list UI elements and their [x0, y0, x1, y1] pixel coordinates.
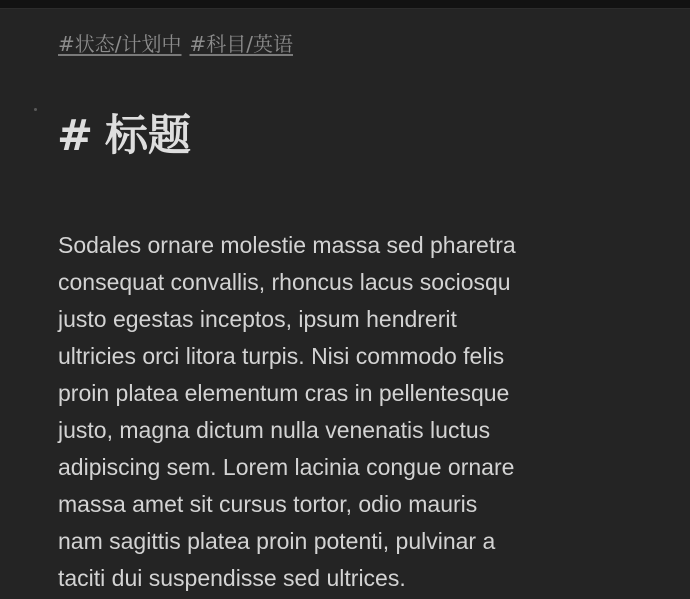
paragraph-line: taciti dui suspendisse sed ultrices. [58, 565, 406, 591]
tag-list [58, 31, 293, 57]
paragraph-line: proin platea elementum cras in pellentesque [58, 380, 510, 406]
paragraph-line: nam sagittis platea proin potenti, pulvinar a [58, 528, 496, 554]
tag-status-planned[interactable]: #状态/计划中 [58, 32, 182, 56]
fold-indicator [34, 108, 37, 111]
paragraph-line: justo, magna dictum nulla venenatis luctus [58, 417, 491, 443]
heading-marker: # [57, 111, 94, 161]
paragraph-line: adipiscing sem. Lorem lacinia congue ornare [58, 454, 515, 480]
window-top-bar [0, 0, 690, 9]
body-paragraph[interactable] [58, 227, 598, 597]
paragraph-line: massa amet sit cursus tortor, odio mauris [58, 491, 478, 517]
paragraph-line: Sodales ornare molestie massa sed pharetra [58, 232, 516, 258]
paragraph-line: justo egestas inceptos, ipsum hendrerit [58, 306, 457, 332]
note-editor[interactable] [0, 9, 690, 599]
heading-1[interactable] [57, 109, 191, 163]
heading-text: 标题 [105, 111, 192, 161]
paragraph-line: consequat convallis, rhoncus lacus sociosqu [58, 269, 511, 295]
tag-subject-english[interactable]: #科目/英语 [189, 32, 293, 56]
paragraph-line: ultricies orci litora turpis. Nisi commodo felis [58, 343, 505, 369]
